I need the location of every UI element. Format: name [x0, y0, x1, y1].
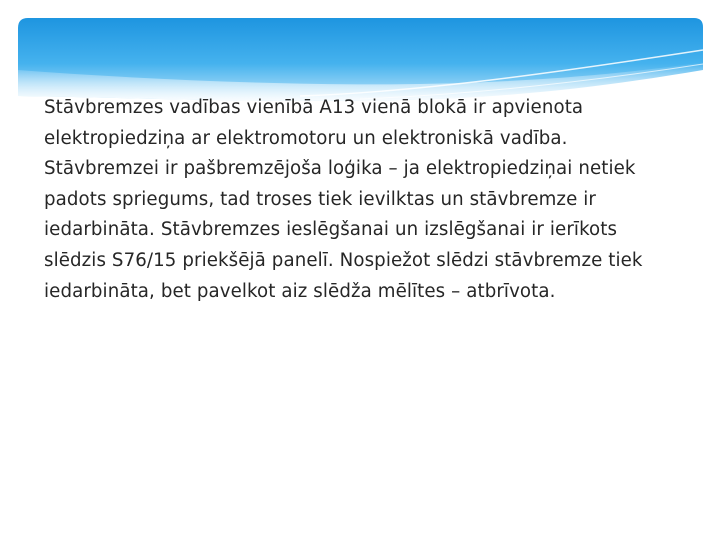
slide-body-text: Stāvbremzes vadības vienībā A13 vienā blokā ir apvienota elektropiedziņa ar elektromotoru un elektroniskā vadība. Stāvbremzei ir pašbremzējoša loģika – ja elektropiedziņai netiek padots spriegums, tad troses tiek ievilktas un stāvbremze ir iedarbināta. Stāvbremzes ieslēgšanai un izslēgšanai ir ierīkots slēdzis S76/15 priekšējā panelī. Nospiežot slēdzi stāvbremze tiek iedarbināta, bet pavelkot aiz slēdža mēlītes – atbrīvota. — [44, 97, 643, 302]
